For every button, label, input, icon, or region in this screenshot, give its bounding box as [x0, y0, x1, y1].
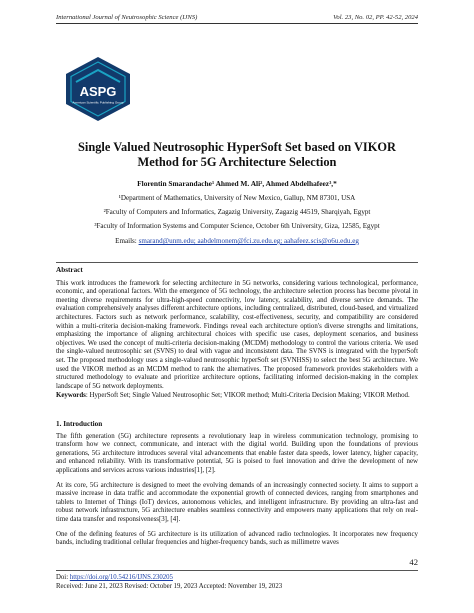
paper-title: Single Valued Neutrosophic HyperSoft Set based on VIKOR Method for 5G Architecture Selection	[78, 140, 396, 169]
keywords-section	[56, 392, 418, 401]
journal-name: International Journal of Neutrosophic Science (IJNS)	[56, 14, 198, 21]
publisher-logo	[64, 56, 132, 122]
doi-link[interactable]: https://doi.org/10.54216/IJNS.230205	[69, 574, 173, 581]
title-block	[56, 140, 418, 245]
emails-links[interactable]: smarand@unm.edu; aabdelmonem@fci.zu.edu.eg; aahafeez.scis@o6u.edu.eg	[138, 237, 359, 245]
doi-line	[56, 574, 418, 583]
abstract-heading: Abstract	[56, 266, 83, 274]
page-number: 42	[409, 557, 418, 567]
intro-paragraph-1: The fifth generation (5G) architecture represents a revolutionary leap in wireless communication technology, promising to transform how we connect, communicate, and interact with the digital world. Building upon the foundations of previous generations, 5G architecture introduces several vital advancements that enable faster data speeds, lower latency, higher capacity, and enhanced reliability. With its transformative potential, 5G is poised to fuel innovation and drive the development of new applications and services across various industries[1], [2].	[56, 432, 418, 474]
dates-line: Received: June 21, 2023 Revised: October 19, 2023 Accepted: November 19, 2023	[56, 582, 283, 590]
keywords-label: Keywords	[56, 392, 86, 399]
divider-footer	[56, 570, 418, 571]
introduction-heading: 1. Introduction	[56, 420, 103, 428]
divider-top	[56, 262, 418, 263]
author-list: Florentin Smarandache¹ Ahmed M. Ali², Ahmed Abdelhafeez³,*	[137, 179, 337, 188]
intro-paragraph-2: At its core, 5G architecture is designed to meet the evolving demands of an increasingly connected society. It aims to support a massive increase in data traffic and accommodate the exponential growth of connected devices, ranging from smartphones and tablets to Internet of Things (IoT) devices, autonomous vehicles, and intelligent infrastructure. By providing an ultra-fast and robust network infrastructure, 5G architecture enables seamless connectivity and empowers many applications that rely on real-time data transfer and responsiveness[3], [4].	[56, 481, 418, 523]
doi-label: Doi:	[56, 574, 69, 581]
intro-paragraph-3: One of the defining features of 5G architecture is its utilization of advanced radio technologies. It incorporates new frequency bands, including traditional cellular frequencies and higher-frequency bands, such as millimetre waves	[56, 530, 418, 547]
logo-subtext: American Scientific Publishing Group	[72, 100, 124, 105]
abstract-section	[56, 266, 418, 391]
author-emails	[56, 237, 418, 245]
running-header	[56, 14, 418, 24]
affiliation-3: ³Faculty of Information Systems and Computer Science, October 6th University, Giza, 12585, Egypt	[94, 222, 380, 230]
affiliation-1: ¹Department of Mathematics, University of New Mexico, Gallup, NM 87301, USA	[118, 194, 356, 202]
footer	[56, 574, 418, 591]
affiliation-2: ²Faculty of Computers and Informatics, Zagazig University, Zagazig 44519, Sharqiyah, Egypt	[103, 208, 371, 216]
volume-info: Vol. 23, No. 02, PP. 42-52, 2024	[333, 14, 418, 21]
introduction-section	[56, 420, 418, 548]
logo-text: ASPG	[79, 84, 117, 99]
keywords-text: : HyperSoft Set; Single Valued Neutrosophic Set; VIKOR method; Multi-Criteria Decision Making; VIKOR Method.	[85, 392, 410, 399]
abstract-text: This work introduces the framework for selecting architecture in 5G networks, considering various technological, performance, economic, and operational factors. With the emergence of 5G technology, the architecture selection process has become pivotal in meeting diverse requirements for ultra-high-speed connectivity, low latency, scalability, and diverse service demands. The evaluation comprehensively analyses different architecture options, including centralized, distributed, cloud-based, and virtualized architectures. Factors such as network performance, scalability, cost-effectiveness, security, and compatibility are considered within a multi-criteria decision-making framework. Findings reveal each architecture option's diverse strengths and limitations, emphasizing the importance of aligning architectural choices with specific use cases, deployment scenarios, and business objectives. We used the concept of multi-criteria decision-making (MCDM) methodology to control the various criteria. We used the single-valued neutrosophic set (SVNS) to deal with vague and inconsistent data. The SVNS is integrated with the hyperSoft set. The proposed methodology uses a single-valued neutrosophic hyperSoft set (SVNHSS) to select the best 5G architecture. We used the VIKOR method as an MCDM method to rank the alternatives. The proposed framework provides stakeholders with a structured methodology to evaluate and prioritize architecture options, facilitating informed decision-making in the complex landscape of 5G network deployments.	[56, 279, 418, 390]
emails-label: Emails:	[115, 237, 137, 245]
